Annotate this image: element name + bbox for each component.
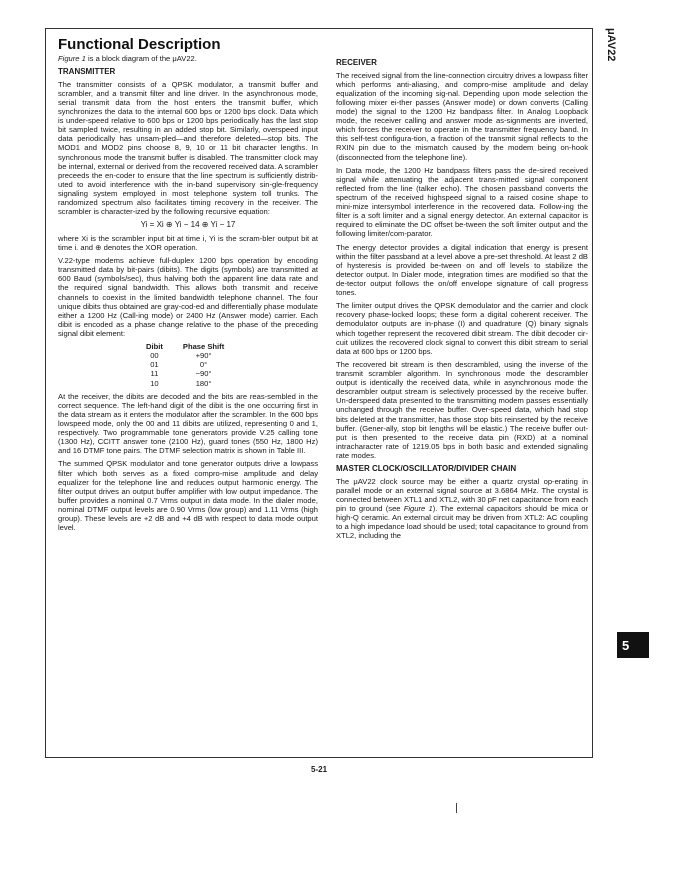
master-clock-text-a: The μAV22 clock source may be either a quartz crystal op-erating in parallel mode or an external signal source at 3.6864 MHz. The crystal is connected between XTL1 and XTL2, with 30 pF net capacitance from each pin to ground (see <box>336 476 588 513</box>
table-row <box>136 351 234 360</box>
table-cell: −90° <box>195 369 212 379</box>
side-label: μAV22 <box>605 28 617 62</box>
receiver-paragraph-4: The limiter output drives the QPSK demodulator and the carrier and clock recovery phase-locked loops; these form a digital coherent receiver. The demodulator outputs are in-phase (I) and quadrature (Q) binary signals which together represent the recovered dibit stream. The dibit decoder cir-cuit utilizes the recovered clock signal to convert this dibit stream to serial data at 600 bps or 1200 bps. <box>336 301 588 356</box>
transmitter-paragraph-1: The transmitter consists of a QPSK modulator, a transmit buffer and scrambler, and a transmit filter and line driver. In the asynchronous mode, serial transmit data from the host enters the transmit buffer, which synchronizes the data to the internal 600 bps or 1200 bps clock. Data which is under-speed relative to 600 bps or 1200 bps periodically has the last stop bit sampled twice, resulting in an added stop bit. Similarly, overspeed input data periodically has unsam-pled—and therefore deleted—stop bits. The MOD1 and MOD2 pins choose 8, 9, 10 or 11 bit character lengths. In synchronous mode the transmit buffer is disabled. The transmitter clock may be internal, external or derived from the recovered received data. A scrambler preceeds the en-coder to ensure that the line spectrum is sufficiently distrib-uted to avoid interference with the in-band supervisory sin-gle-frequency signaling system employed in most telephone system toll trunks. The randomized spectrum also facilitates timing recovery in the receiver. The scrambler is character-ized by the following recursive equation: <box>58 79 319 217</box>
page-title: Functional Description <box>58 36 221 53</box>
table-cell: 10 <box>150 378 159 388</box>
left-column <box>58 54 318 536</box>
master-clock-paragraph <box>336 477 588 541</box>
transmitter-paragraph-4: At the receiver, the dibits are decoded and the bits are reas-sembled in the correct sequence. The left-hand digit of the dibit is the one occurring first in the data stream as it enters the modulator after the scrambler. In the 600 bps lowspeed mode, only the 00 and 11 dibits are utilized, representing 0 and 1, respectively. Two programmable tone generators provide V.25 calling tone (1300 Hz), CCITT answer tone (2100 Hz), guard tones (550 Hz, 1800 Hz) and 16 DTMF tone pairs. The DTMF selection matrix is shown in Table III. <box>58 391 318 456</box>
transmitter-heading: TRANSMITTER <box>58 67 116 77</box>
right-column <box>336 54 588 544</box>
table-header-dibit: Dibit <box>146 342 163 352</box>
table-cell: 01 <box>150 360 159 370</box>
receiver-paragraph-5: The recovered bit stream is then descrambled, using the inverse of the transmit scrambler algorithm. In synchronous mode the descrambler output is identically the received data, while in asynchronous mode the descrambler output stream is selectively processed by the receive buffer. Un-derspeed data presented to the transmitting modem passes essentially unchanged through the receive buffer. Over-speed data, which had stop bits deleted at the transmitter, has those stop bits reinserted by the receive buffer. (Gener-ally, stop bit lengths will be elastic.) The receive buffer out-put is then presented to the receive data pin (RXD) at a nominal intracharacter rate of 1219.05 bps in both basic and extended signaling rate modes. <box>336 359 588 460</box>
receiver-paragraph-2: In Data mode, the 1200 Hz bandpass filters pass the de-sired received signal while attenuating the adjacent trans-mitted signal component reflected from the line (talker echo). The chosen passband converts the spectrum of the received highspeed signal to a raised cosine shape to mini-mize intersymbol interference in the recovered data. Follow-ing the filter is a soft limiter and a signal energy detector. An external capacitor is required to eliminate the DC offset be-tween the soft limiter output and the following limiter/com-parator. <box>336 165 588 239</box>
scrambler-equation: Yi = Xi ⊕ Yi − 14 ⊕ Yi − 17 <box>140 220 236 230</box>
transmitter-paragraph-2: where Xi is the scrambler input bit at time i, Yi is the scram-bler output bit at time i. and ⊕ denotes the XOR operation. <box>58 233 318 253</box>
transmitter-paragraph-3: V.22-type modems achieve full-duplex 1200 bps operation by encoding transmitted data by bit-pairs (dibits). The digits (symbols) are transmitted at 600 Baud (symbols/sec), thus halving both the apparent line data rate and the required signal bandwidth. This allows both transmit and receive channels to coexist in the limited bandwidth telephone channel. The four unique dibits thus obtained are gray-cod-ed and differentially phase modulate either a 1200 Hz (Call-ing mode) or 2400 Hz (Answer mode) carrier. Each dibit is encoded as a phase change relative to the phase of the preceding signal dibit element: <box>58 256 318 339</box>
receiver-paragraph-3: The energy detector provides a digital indication that energy is present within the filter passband at a level above a pre-set threshold. At least 2 dB of hysteresis is provided be-tween on and off levels to stabilize the detector output. In Dialer mode, integration times are modified so that the de-tector output follows the on/off envelope signature of call progress tones. <box>336 242 588 298</box>
table-row <box>136 379 234 388</box>
scan-mark <box>456 803 457 813</box>
table-cell: 180° <box>195 378 212 388</box>
page-number: 5-21 <box>311 765 328 774</box>
receiver-paragraph-1: The received signal from the line-connection circuitry drives a lowpass filter which performs anti-aliasing, and compro-mise amplitude and delay equalization of the incoming sig-nal. Depending upon mode selection the following mixer ei-ther passes (Answer mode) or down converts (Calling mode) the signal to the 1200 Hz bandpass filter. In Analog Loopback mode, the receiver calling and answer mode as-signments are inverted, which forces the receiver to operate in the transmitter frequency band. In this self-test configura-tion, a fraction of the transmit signal reflects to the RXIN pin due to the mismatch caused by the modem being on-hook (disconnected from the telephone line). <box>336 70 588 162</box>
receiver-heading: RECEIVER <box>336 58 377 67</box>
table-row <box>136 360 234 369</box>
transmitter-paragraph-5: The summed QPSK modulator and tone generator outputs drive a lowpass filter which both serves as a fixed compro-mise amplitude and delay equalizer for the telephone line and reduces output harmonic energy. The filter output drives an output buffer amplifier with low output impedance. The buffer provides a nominal 0.7 Vrms output in data mode. In the dialer mode, nominal DTMF output levels are 0.90 Vrms (low group) and 1.11 Vrms (high group). These levels are +2 dB and +4 dB with respect to data mode output level. <box>58 459 318 533</box>
table-cell: 11 <box>150 369 159 379</box>
master-clock-heading: MASTER CLOCK/OSCILLATOR/DIVIDER CHAIN <box>336 464 517 474</box>
dibit-table <box>136 342 234 388</box>
table-cell: 0° <box>199 360 208 370</box>
table-row <box>136 369 234 378</box>
table-header-phase: Phase Shift <box>182 342 225 352</box>
table-cell: 00 <box>150 351 159 361</box>
intro-text: is a block diagram of the μAV22. <box>85 54 197 63</box>
table-header-row <box>136 342 234 351</box>
figure-reference[interactable]: Figure 1 <box>403 504 433 513</box>
table-cell: +90° <box>195 351 212 361</box>
intro-paragraph <box>58 54 318 63</box>
master-clock-text-b: ). The external capacitors should be mica or high-Q ceramic. An external circuit may be driven from XTL2: AC coupling to a high impedance load should be used; total capacitance to ground from XTL2, including the <box>336 504 589 541</box>
section-tab: 5 <box>617 632 649 658</box>
figure-reference[interactable]: Figure 1 <box>58 54 86 63</box>
